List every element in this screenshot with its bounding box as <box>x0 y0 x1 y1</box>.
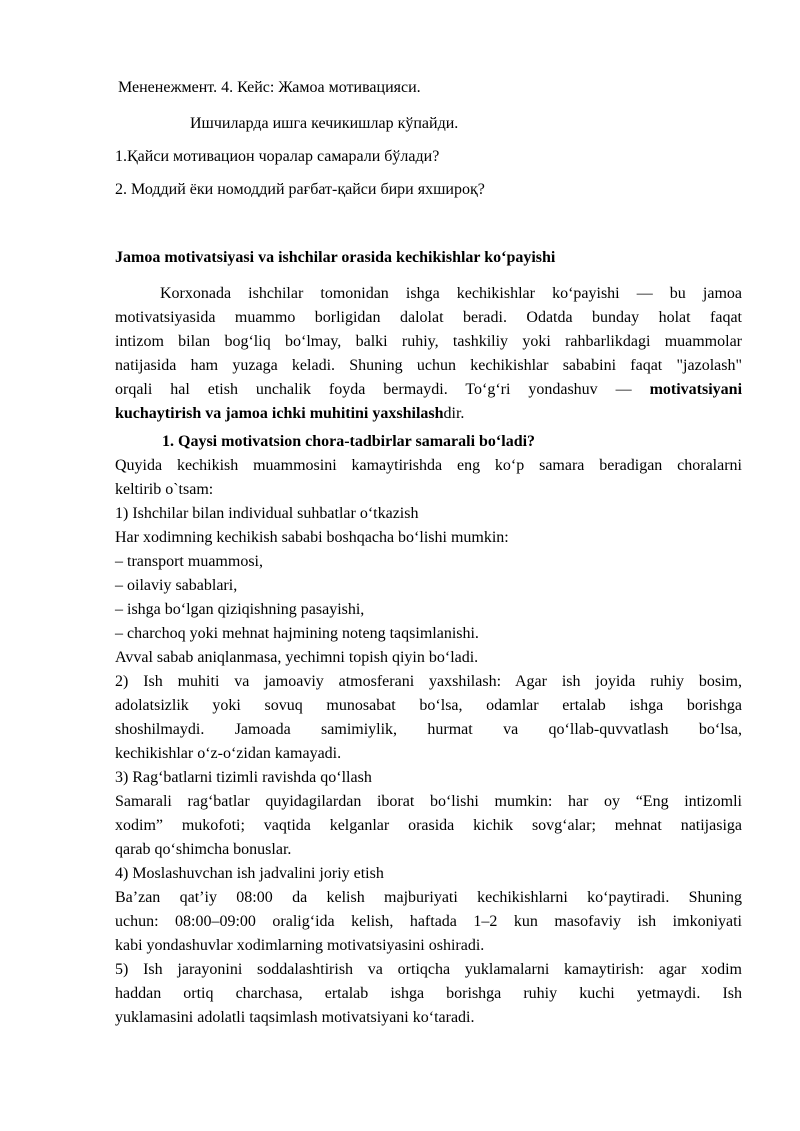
intro-line: Korxonada ishchilar tomonidan ishga kechikishlar ko‘payishi — bu jamoa <box>160 285 742 302</box>
intro-line: intizom bilan bog‘liq bo‘lmay, balki ruhiy, tashkiliy yoki rahbarlikdagi muammolar <box>115 333 742 350</box>
item-3-line: Samarali rag‘batlar quyidagilardan iborat bo‘lishi mumkin: har oy “Eng intizomli <box>115 793 742 810</box>
item-1-bullet: – charchoq yoki mehnat hajmining noteng taqsimlanishi. <box>115 625 479 642</box>
item-3-line: qarab qo‘shimcha bonuslar. <box>115 841 292 858</box>
question-1: 1.Қайси мотивацион чоралар самарали бўлади? <box>115 148 440 165</box>
item-4-line: kabi yondashuvlar xodimlarning motivatsiyasini oshiradi. <box>115 937 485 954</box>
case-title: Мененежмент. 4. Кейс: Жамоа мотивацияси. <box>118 79 421 96</box>
intro-line: motivatsiyasida muammo borligidan dalolat beradi. Odatda bunday holat faqat <box>115 309 742 326</box>
intro-emphasis: motivatsiyani <box>649 381 743 398</box>
intro-line: natijasida ham yuzaga keladi. Shuning uchun kechikishlar sababini faqat "jazolash" <box>115 357 742 374</box>
intro-last-line <box>115 402 742 426</box>
item-4-title: 4) Moslashuvchan ish jadvalini joriy etish <box>115 865 384 882</box>
section-heading: 1. Qaysi motivatsion chora-tadbirlar samarali bo‘ladi? <box>162 433 536 450</box>
item-2-line: shoshilmaydi. Jamoada samimiylik, hurmat va qo‘llab-quvvatlash bo‘lsa, <box>115 721 742 738</box>
item-1-text: Har xodimning kechikish sababi boshqacha bo‘lishi mumkin: <box>115 529 509 546</box>
item-1-bullet: – transport muammosi, <box>115 553 263 570</box>
intro-emphasis: kuchaytirish va jamoa ichki muhitini yaxshilash <box>115 405 444 422</box>
section-intro-line: Quyida kechikish muammosini kamaytirishda eng ko‘p samara beradigan choralarni <box>115 457 742 474</box>
item-3-line: xodim” mukofoti; vaqtida kelganlar orasida kichik sovg‘alar; mehnat natijasiga <box>115 817 742 834</box>
item-1-conclusion: Avval sabab aniqlanmasa, yechimni topish qiyin bo‘ladi. <box>115 649 479 666</box>
item-2-line: adolatsizlik yoki sovuq munosabat bo‘lsa, odamlar ertalab ishga borishga <box>115 697 742 714</box>
item-4-line: Ba’zan qat’iy 08:00 da kelish majburiyati kechikishlarni ko‘paytiradi. Shuning <box>115 889 742 906</box>
item-1-title: 1) Ishchilar bilan individual suhbatlar o‘tkazish <box>115 505 419 522</box>
intro-line-with-emphasis <box>115 378 742 402</box>
intro-line: orqali hal etish unchalik foyda bermaydi. To‘g‘ri yondashuv — <box>115 381 632 398</box>
intro-ending: dir. <box>443 405 465 422</box>
question-2: 2. Моддий ёки номоддий рағбат-қайси бири яхшироқ? <box>115 181 485 198</box>
item-4-line: uchun: 08:00–09:00 oralig‘ida kelish, haftada 1–2 kun masofaviy ish imkoniyati <box>115 913 742 930</box>
article-title: Jamoa motivatsiyasi va ishchilar orasida kechikishlar ko‘payishi <box>115 249 556 266</box>
intro-paragraph <box>115 282 742 426</box>
section-body <box>115 454 742 1030</box>
section-intro-line: keltirib o`tsam: <box>115 481 214 498</box>
item-5-line: 5) Ish jarayonini soddalashtirish va ortiqcha yuklamalarni kamaytirish: agar xodim <box>115 961 742 978</box>
item-1-bullet: – ishga bo‘lgan qiziqishning pasayishi, <box>115 601 365 618</box>
item-2-line: 2) Ish muhiti va jamoaviy atmosferani yaxshilash: Agar ish joyida ruhiy bosim, <box>115 673 742 690</box>
item-3-title: 3) Rag‘batlarni tizimli ravishda qo‘llash <box>115 769 372 786</box>
case-problem: Ишчиларда ишга кечикишлар кўпайди. <box>190 115 459 132</box>
item-5-line: haddan ortiq charchasa, ertalab ishga borishga ruhiy kuchi yetmaydi. Ish <box>115 985 742 1002</box>
item-2-line: kechikishlar o‘z-o‘zidan kamayadi. <box>115 745 342 762</box>
item-5-line: yuklamasini adolatli taqsimlash motivatsiyani ko‘taradi. <box>115 1009 475 1026</box>
item-1-bullet: – oilaviy sabablari, <box>115 577 238 594</box>
